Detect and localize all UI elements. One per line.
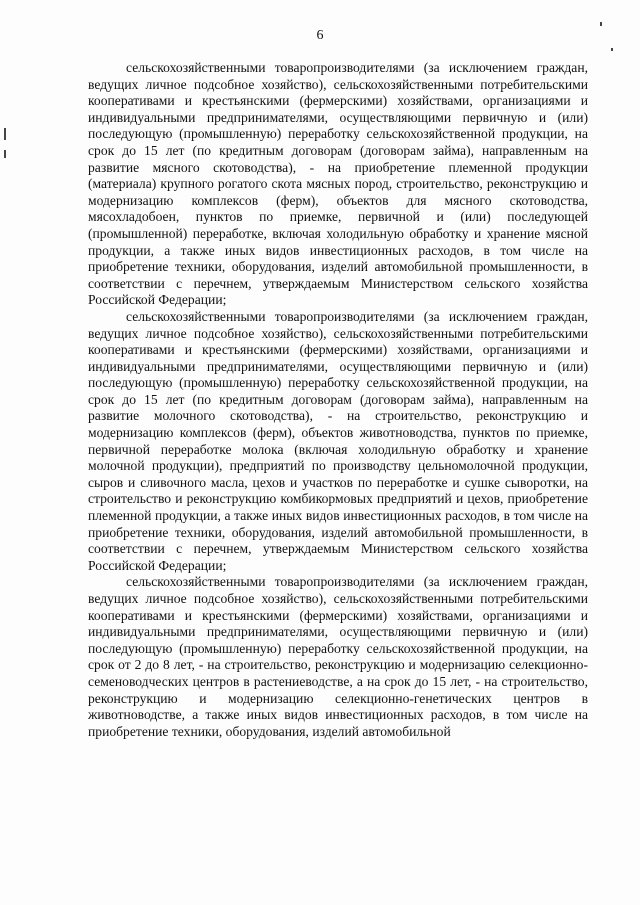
document-body [88, 60, 588, 740]
page-number: 6 [316, 28, 324, 43]
paragraph: сельскохозяйственными товаропроизводителями (за исключением граждан, ведущих личное подсобное хозяйство), сельскохозяйственными потребительскими кооперативами и крестьянскими (фермерскими) хозяйствами, организациями и индивидуальными предпринимателями, осуществляющими первичную и (или) последующую (промышленную) переработку сельскохозяйственной продукции, на срок до 15 лет (по кредитным договорам (договорам займа), направленным на развитие мясного скотоводства), - на приобретение племенной продукции (материала) крупного рогатого скота мясных пород, строительство, реконструкцию и модернизацию комплексов (ферм), объектов для мясного скотоводства, мясохладобоен, пунктов по приемке, первичной и (или) последующей (промышленной) переработке, включая холодильную обработку и хранение мясной продукции, а также иных видов инвестиционных расходов, в том числе на приобретение техники, оборудования, изделий автомобильной промышленности, в соответствии с перечнем, утверждаемым Министерством сельского хозяйства Российской Федерации; [88, 60, 588, 308]
paragraph: сельскохозяйственными товаропроизводителями (за исключением граждан, ведущих личное подсобное хозяйство), сельскохозяйственными потребительскими кооперативами и крестьянскими (фермерскими) хозяйствами, организациями и индивидуальными предпринимателями, осуществляющими первичную и (или) последующую (промышленную) переработку сельскохозяйственной продукции, на срок от 2 до 8 лет, - на строительство, реконструкцию и модернизацию селекционно-семеноводческих центров в растениеводстве, а на срок до 15 лет, - на строительство, реконструкцию и модернизацию селекционно-генетических центров в животноводстве, а также иных видов инвестиционных расходов, в том числе на приобретение техники, оборудования, изделий автомобильной [88, 574, 588, 739]
scan-artifact [600, 22, 602, 26]
scan-artifact [611, 48, 613, 51]
paragraph: сельскохозяйственными товаропроизводителями (за исключением граждан, ведущих личное подсобное хозяйство), сельскохозяйственными потребительскими кооперативами и крестьянскими (фермерскими) хозяйствами, организациями и индивидуальными предпринимателями, осуществляющими первичную и (или) последующую (промышленную) переработку сельскохозяйственной продукции, на срок до 15 лет (по кредитным договорам (договорам займа), направленным на развитие молочного скотоводства), - на строительство, реконструкцию и модернизацию комплексов (ферм), объектов животноводства, пунктов по приемке, первичной переработке молока (включая холодильную обработку и хранение молочной продукции), предприятий по производству цельномолочной продукции, сыров и сливочного масла, цехов и участков по переработке и сушке сыворотки, на строительство и реконструкцию комбикормовых предприятий и цехов, приобретение племенной продукции, а также иных видов инвестиционных расходов, в том числе на приобретение техники, оборудования, изделий автомобильной промышленности, в соответствии с перечнем, утверждаемым Министерством сельского хозяйства Российской Федерации; [88, 308, 588, 573]
scan-artifact [4, 150, 6, 158]
scan-artifact [4, 128, 6, 140]
